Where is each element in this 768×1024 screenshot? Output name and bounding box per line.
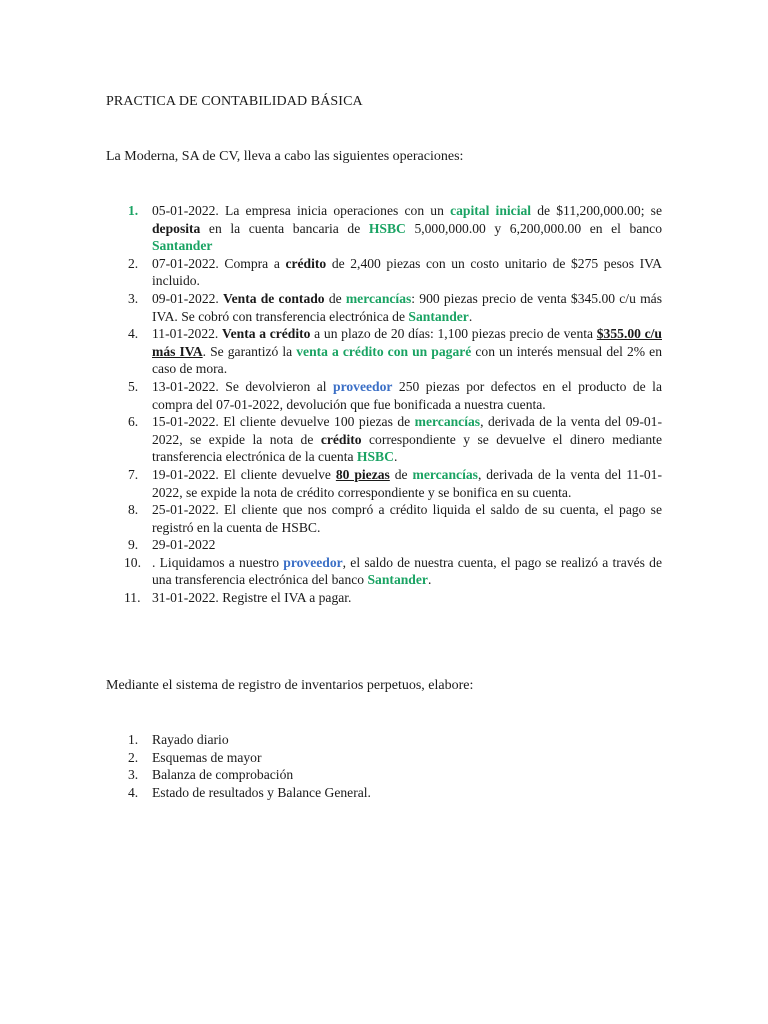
highlighted-term: mercancías (345, 290, 412, 306)
operation-text: 05-01-2022. La empresa inicia operaciones con un (152, 203, 451, 218)
tasks-list (106, 731, 662, 801)
highlighted-term: capital inicial (450, 203, 532, 218)
operation-text: , derivada de la venta del 09-01-2022, se expide la nota de (152, 414, 662, 447)
operation-text: de 2,400 piezas con un costo unitario de $275 pesos IVA incluido. (152, 255, 662, 289)
operation-number: 8. (128, 502, 139, 518)
operation-number: 1. (128, 203, 139, 218)
highlighted-term: deposita (152, 220, 201, 236)
highlighted-term: 80 piezas (335, 466, 390, 482)
operation-text: 09-01-2022. (152, 290, 224, 306)
operation-text: de $11,200,000.00; se (531, 203, 662, 218)
highlighted-term: HSBC (356, 449, 394, 465)
task-number: 4. (128, 784, 139, 800)
operation-text: . Se garantizó la (202, 343, 297, 359)
operation-item (106, 413, 662, 466)
highlighted-term: mercancías (412, 466, 478, 482)
operation-text: 5,000,000.00 y 6,200,000.00 en el banco (405, 220, 662, 236)
operation-text: en la cuenta bancaria de (200, 220, 369, 236)
page-title: PRACTICA DE CONTABILIDAD BÁSICA (106, 94, 363, 109)
task-item (106, 731, 662, 749)
operation-text: correspondiente y se devuelve el dinero mediante transferencia electrónica de la cuenta (152, 431, 662, 465)
operation-item (106, 589, 662, 607)
task-item (106, 766, 662, 784)
operation-item (106, 378, 662, 413)
operation-text: 07-01-2022. Compra a (152, 255, 286, 271)
operation-number: 2. (128, 255, 139, 271)
operation-text: , derivada de la venta del 11-01-2022, se expide la nota de crédito correspondiente y se bonifica en su cuenta. (152, 466, 663, 500)
operation-number: 10. (124, 554, 141, 570)
operation-text: 25-01-2022. El cliente que nos compró a crédito liquida el saldo de su cuenta, el pago se registró en la cuenta de HSBC. (152, 502, 662, 535)
task-number: 3. (128, 767, 139, 783)
operation-text: : 900 piezas precio de venta $345.00 c/u más IVA. Se cobró con transferencia electrónica de (152, 290, 662, 324)
operation-number: 4. (128, 326, 139, 342)
instructions-paragraph: Mediante el sistema de registro de inventarios perpetuos, elabore: (106, 678, 474, 693)
task-label: Estado de resultados y Balance General. (152, 784, 371, 800)
operation-number: 3. (128, 290, 139, 306)
operation-text: , el saldo de nuestra cuenta, el pago se realizó a través de una transferencia electrónica del banco (152, 554, 662, 588)
operation-number: 5. (128, 378, 139, 394)
operation-text: 250 piezas por defectos en el producto de la compra del 07-01-2022, devolución que fue bonificada a nuestra cuenta. (152, 378, 662, 412)
operation-text: 29-01-2022 (152, 537, 216, 553)
operations-list (106, 202, 662, 607)
operation-item (106, 501, 662, 536)
task-number: 2. (128, 749, 139, 765)
task-label: Rayado diario (152, 732, 229, 747)
operation-text: . Liquidamos a nuestro (152, 554, 284, 570)
highlighted-term: $355.00 c/u más IVA (152, 326, 662, 359)
operation-text: . (393, 449, 398, 465)
operation-number: 9. (128, 537, 139, 553)
operation-item (106, 202, 662, 255)
operation-text: a un plazo de 20 días: 1,100 piezas precio de venta (310, 326, 597, 342)
operation-text: de (324, 290, 346, 306)
operation-text: de (389, 466, 413, 482)
operation-text: 11-01-2022. (152, 326, 223, 342)
highlighted-term: venta a crédito con un pagaré (296, 343, 472, 359)
highlighted-term: crédito (285, 255, 327, 271)
operation-number: 7. (128, 466, 139, 482)
operation-text: . (427, 572, 432, 588)
operation-item (106, 290, 662, 325)
highlighted-term: mercancías (414, 414, 481, 430)
operation-number: 6. (128, 414, 139, 430)
highlighted-term: Santander (152, 238, 213, 254)
task-label: Esquemas de mayor (152, 749, 262, 765)
operation-item (106, 536, 662, 554)
task-label: Balanza de comprobación (152, 767, 294, 783)
operation-item (106, 466, 662, 501)
highlighted-term: Santander (367, 572, 428, 588)
operation-text: 15-01-2022. El cliente devuelve 100 piezas de (152, 414, 415, 430)
operation-text: 31-01-2022. Registre el IVA a pagar. (152, 590, 352, 606)
highlighted-term: HSBC (368, 220, 406, 236)
highlighted-term: Santander (408, 308, 469, 324)
highlighted-term: Venta a crédito (222, 326, 311, 342)
task-number: 1. (128, 732, 139, 747)
highlighted-term: proveedor (333, 378, 393, 394)
operation-text: con un interés mensual del 2% en caso de mora. (152, 343, 663, 377)
task-item (106, 749, 662, 767)
operation-text: . (468, 308, 473, 324)
operation-item (106, 325, 662, 378)
intro-paragraph: La Moderna, SA de CV, lleva a cabo las siguientes operaciones: (106, 149, 464, 164)
highlighted-term: Venta de contado (223, 290, 325, 306)
highlighted-term: proveedor (283, 554, 343, 570)
operation-number: 11. (124, 590, 141, 606)
task-item (106, 784, 662, 802)
highlighted-term: crédito (320, 431, 362, 447)
operation-text: 19-01-2022. El cliente devuelve (152, 466, 336, 482)
operation-text: 13-01-2022. Se devolvieron al (152, 378, 334, 394)
operation-item (106, 554, 662, 589)
operation-item (106, 255, 662, 290)
